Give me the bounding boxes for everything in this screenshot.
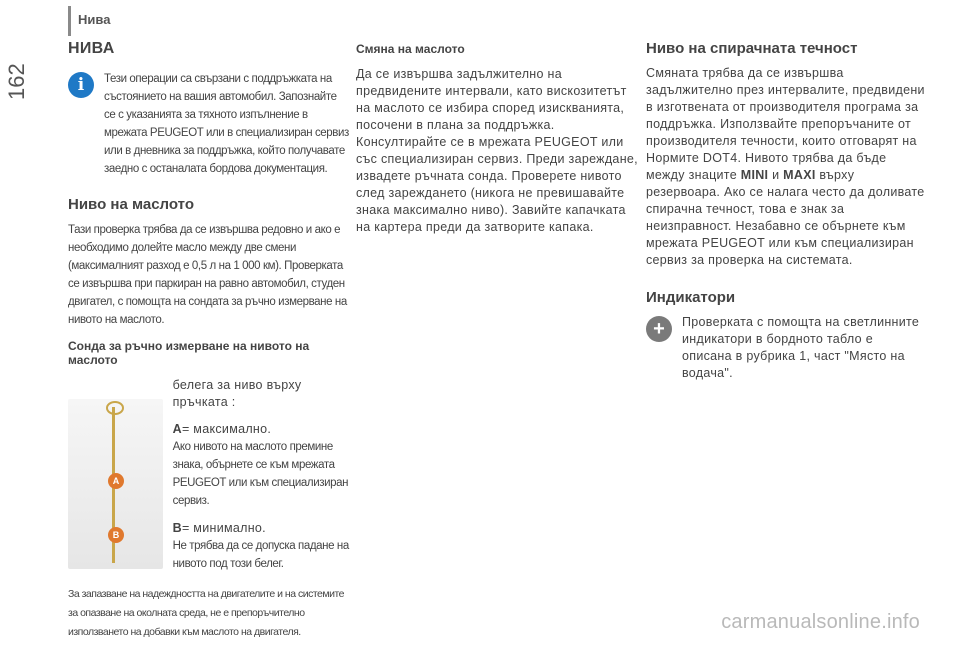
page-title: НИВА (68, 40, 115, 57)
marker-a-badge: A (108, 473, 124, 489)
indicators-note (646, 314, 926, 382)
dipstick-handle (106, 401, 124, 415)
dipstick-image (68, 399, 163, 569)
marker-a-line (173, 421, 350, 438)
dipstick-section (68, 377, 350, 573)
column-oil-change (356, 42, 640, 236)
column-brake-fluid (646, 40, 926, 386)
brake-fluid-text (646, 65, 926, 269)
oil-change-title: Смяна на маслото (356, 42, 465, 56)
additives-note: За запазване на надеждността на двигателите и на системите за опазване на околната среда, не е препоръчително използването на добавки към маслото на двигателя. (68, 588, 344, 638)
marker-b-line (173, 520, 350, 537)
info-icon: i (68, 72, 94, 98)
brake-max-label: MAXI (783, 168, 816, 182)
brake-min-label: MINI (740, 168, 769, 182)
oil-level-text: Тази проверка трябва да се извършва редовно и ако е необходимо долейте масло между две смени (максималният разход е 0,5 л на 1 000 км). Проверката се извършва при паркиран на равно автомобил, студен двигател, с помощта на сондата за ръчно измерване на нивото на маслото. (68, 224, 347, 326)
oil-change-text: Да се извършва задължително на предвидените интервали, като вискозитетът на маслото се избира според изискванията, посочени в плана за поддръжка. Консултирайте се в мрежата PEUGEOT или със специализиран сервиз. Преди зареждане, извадете ръчната сонда. Проверете нивото след зареждането (никога не превишавайте знака максимално ниво). Завийте капачката на картера преди да затворите капака. (356, 67, 638, 234)
watermark: carmanualsonline.info (721, 611, 920, 633)
marker-b-text: = минимално. (181, 521, 266, 535)
page-number: 162 (4, 63, 29, 100)
info-note-text: Тези операции са свързани с поддръжката на състоянието на вашия автомобил. Запознайте се с указанията за тяхното изпълнение в мрежата PEUGEOT или в специализиран сервиз или в дневника за поддръжка, който получавате заедно с останалата бордова документация. (104, 73, 349, 175)
dipstick-intro: белега за ниво върху пръчката : (172, 378, 302, 409)
marker-b-detail: Не трябва да се допуска падане на нивото под този белег. (172, 540, 349, 570)
marker-a-text: = максимално. (181, 422, 272, 436)
brake-fluid-text-2: върху резервоара. Ако се налага често да доливате спирачна течност, това е знак за неизправност. Незабавно се обърнете към мрежата PEUGEOT или към специализиран сервиз за проверка на системата. (646, 168, 925, 267)
column-levels (68, 40, 350, 653)
info-note (68, 70, 350, 178)
plus-icon: + (646, 316, 672, 342)
header-bar (68, 6, 71, 36)
brake-and: и (768, 168, 784, 182)
dipstick-legend (173, 377, 350, 573)
marker-b-label: B (172, 521, 182, 535)
brake-fluid-text-1: Смяната трябва да се извършва задължително през интервалите, предвидени в изготвената от производителя програма за поддръжка. Използвайте препоръчаните от производителя течности, които отговарят на Нормите DOT4. Нивото трябва да бъде между знаците (646, 66, 925, 182)
marker-a-label: A (172, 422, 182, 436)
dipstick-title: Сонда за ръчно измерване на нивото на маслото (68, 339, 310, 367)
indicators-text: Проверката с помощта на светлинните индикатори в бордното табло е описана в рубрика 1, част "Място на водача". (682, 315, 920, 380)
marker-a-detail: Ако нивото на маслото премине знака, обърнете се към мрежата PEUGEOT или към специализиран сервиз. (172, 441, 349, 507)
section-header: Нива (78, 12, 111, 27)
oil-level-title: Ниво на маслото (68, 196, 194, 213)
marker-b-badge: B (108, 527, 124, 543)
brake-fluid-title: Ниво на спирачната течност (646, 40, 858, 57)
indicators-title: Индикатори (646, 289, 736, 306)
